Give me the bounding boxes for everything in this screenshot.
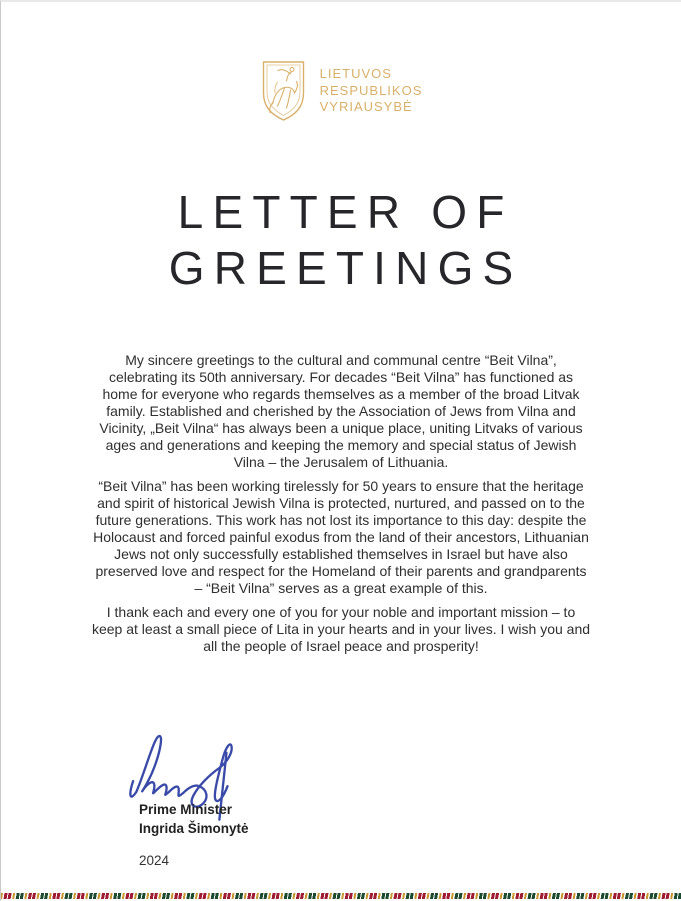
paragraph-1: My sincere greetings to the cultural and communal centre “Beit Vilna”, celebrating its 50th anniversary. For decades “Beit Vilna” has functioned as home for everyone who regards themselves as a member of the broad Litvak family. Established and cherished by the Association of Jews from Vilna and Vicinity, „Beit Vilna“ has always been a unique place, uniting Litvaks of various ages and generations and keeping the memory and special status of Jewish Vilna – the Jerusalem of Lithuania. <box>99 352 583 470</box>
org-wordmark-line-3: VYRIAUSYBĖ <box>319 99 413 115</box>
paragraph-3: I thank each and every one of you for your noble and important mission – to keep at least a small piece of Lita in your hearts and in your lives. I wish you and all the people of Israel peace and prosperity! <box>91 604 591 654</box>
org-wordmark-line-1: LIETUVOS <box>319 66 392 82</box>
org-wordmark <box>320 66 423 116</box>
header-logo <box>1 60 681 122</box>
letter-year: 2024 <box>139 853 170 868</box>
letter-title <box>1 184 681 296</box>
coat-of-arms-icon <box>260 60 307 122</box>
decorative-border <box>1 893 681 899</box>
title-line-1: LETTER OF <box>177 186 514 238</box>
letter-body <box>91 352 591 662</box>
org-wordmark-line-2: RESPUBLIKOS <box>319 82 423 98</box>
signer-role: Prime Minister <box>139 802 233 817</box>
title-line-2: GREETINGS <box>168 242 523 294</box>
signoff-block <box>139 800 249 870</box>
signer-name: Ingrida Šimonytė <box>139 821 249 836</box>
paragraph-2: “Beit Vilna” has been working tirelessly for 50 years to ensure that the heritage and spirit of historical Jewish Vilna is protected, nurtured, and passed on to the future generations. This work has not lost its importance to this day: despite the Holocaust and forced painful exodus from the land of their ancestors, Lithuanian Jews not only successfully established themselves in Israel but have also preserved love and respect for the Homeland of their parents and grandparents – “Beit Vilna” serves as a great example of this. <box>93 478 589 596</box>
